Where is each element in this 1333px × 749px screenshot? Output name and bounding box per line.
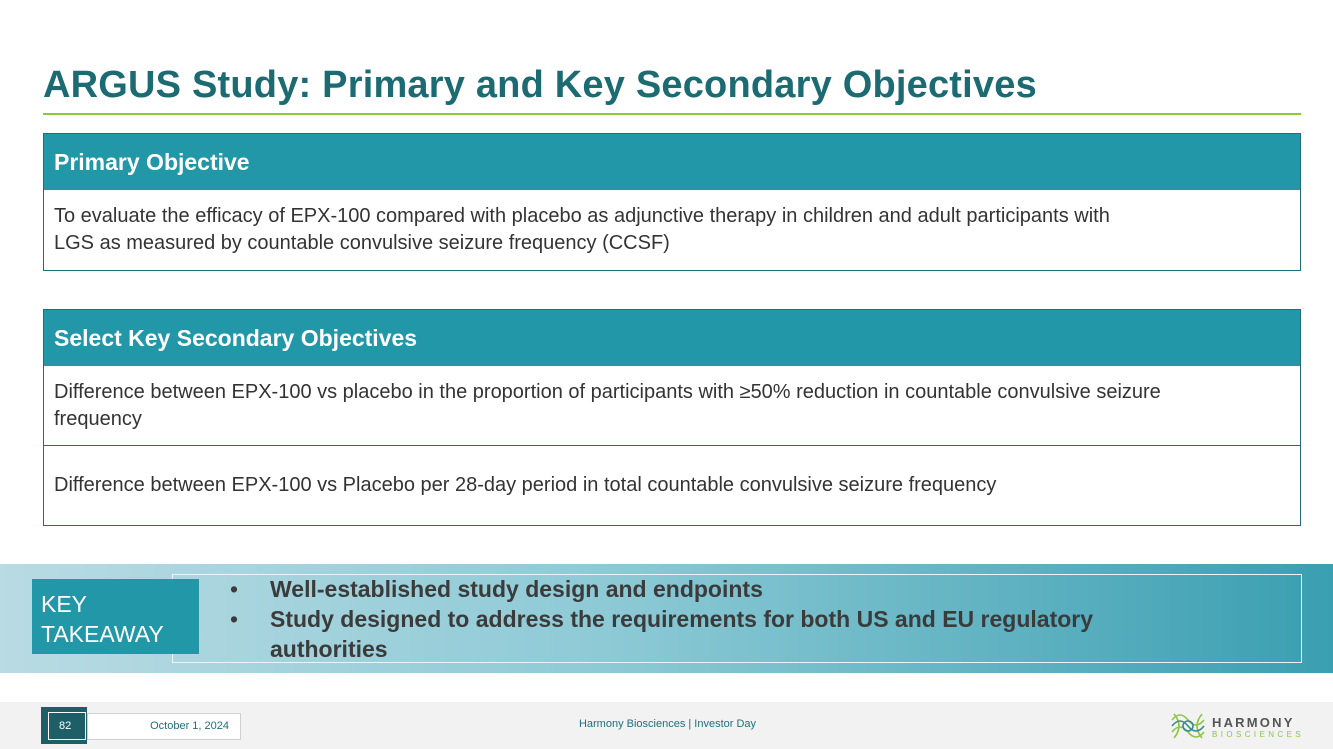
secondary-objective-row [44, 445, 1300, 525]
bullet-icon: • [230, 576, 239, 602]
title-underline [43, 113, 1301, 115]
key-takeaway-item-2-line1: Study designed to address the requirements for both US and EU regulatory [270, 606, 1094, 632]
primary-objective-text-line1: To evaluate the efficacy of EPX-100 compared with placebo as adjunctive therapy in children and adult participants with [54, 205, 1110, 227]
primary-objective-header: Primary Objective [44, 134, 1300, 190]
key-takeaway-label-line2: TAKEAWAY [41, 621, 164, 647]
primary-objective-box [43, 133, 1301, 271]
key-takeaway-list [228, 574, 1188, 664]
secondary-objective-2-text: Difference between EPX-100 vs Placebo per 28-day period in total countable convulsive seizure frequency [54, 474, 997, 496]
page-number: 82 [48, 712, 86, 740]
secondary-objectives-box [43, 309, 1301, 526]
primary-objective-row [44, 190, 1300, 270]
key-takeaway-label [32, 579, 199, 654]
secondary-objective-1-line2: frequency [54, 407, 142, 430]
key-takeaway-item-1-text: Well-established study design and endpoints [270, 576, 763, 602]
key-takeaway-item [228, 604, 1188, 664]
secondary-objectives-header: Select Key Secondary Objectives [44, 310, 1300, 366]
secondary-objective-1-line1: Difference between EPX-100 vs placebo in the proportion of participants with ≥50% reduction in countable convulsive seizure [54, 380, 1161, 403]
primary-objective-text-line2: LGS as measured by countable convulsive seizure frequency (CCSF) [54, 232, 670, 254]
bullet-icon: • [230, 606, 239, 632]
secondary-objective-row [44, 366, 1300, 445]
footer-date: October 1, 2024 [87, 713, 241, 740]
page-title: ARGUS Study: Primary and Key Secondary Objectives [43, 64, 1037, 106]
key-takeaway-item [228, 574, 1188, 604]
key-takeaway-label-line1: KEY [41, 591, 88, 617]
key-takeaway-item-2-line2: authorities [270, 636, 388, 662]
footer-event-text: Harmony Biosciences | Investor Day [578, 718, 757, 730]
logo-subtitle: BIOSCIENCES [1212, 730, 1305, 739]
logo-name: HARMONY [1212, 715, 1295, 730]
